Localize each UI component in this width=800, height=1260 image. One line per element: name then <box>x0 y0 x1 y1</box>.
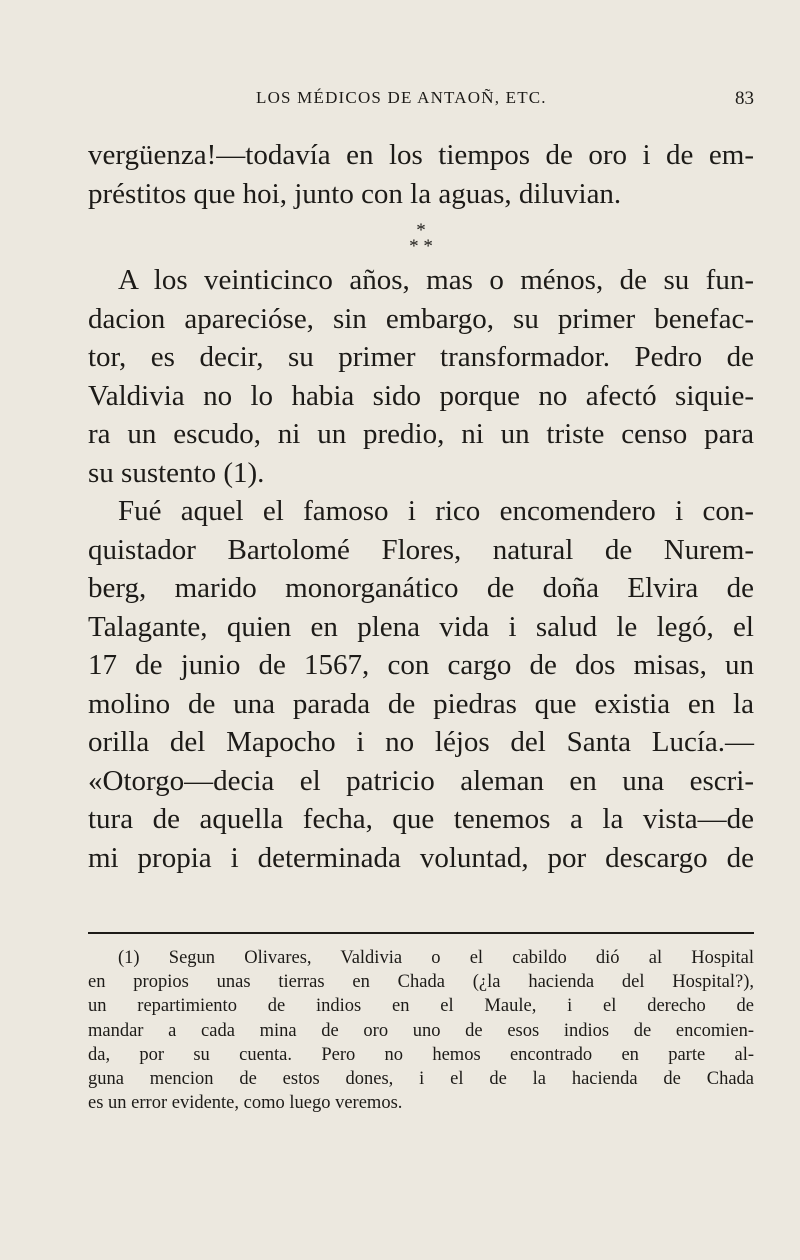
text-line: préstitos que hoi, junto con la aguas, diluvian. <box>88 177 622 210</box>
text-line: Fué aquel el famoso i rico encomendero i con- <box>118 495 754 527</box>
text-line: mi propia i determinada voluntad, por descargo de <box>88 841 754 874</box>
text-line: vergüenza!—todavía en los tiempos de oro i de em- <box>88 139 754 171</box>
text-line: ra un escudo, ni un predio, ni un triste censo para <box>88 418 754 450</box>
text-line: su sustento (1). <box>88 456 265 489</box>
text-line: tor, es decir, su primer transformador. Pedro de <box>88 341 754 373</box>
text-line: A los veinticinco años, mas o ménos, de su fun- <box>118 264 754 296</box>
running-title: LOS MÉDICOS DE ANTAOÑ, ETC. <box>256 88 547 107</box>
page-header <box>88 88 754 116</box>
text-line: tura de aquella fecha, que tenemos a la vista—de <box>88 803 754 835</box>
footnote-line: es un error evidente, como luego veremos. <box>88 1093 403 1114</box>
text-line: Valdivia no lo habia sido porque no afectó siquie- <box>88 379 754 412</box>
text-line: orilla del Mapocho i no léjos del Santa Lucía.— <box>88 726 754 758</box>
main-text <box>88 136 754 877</box>
text-line: quistador Bartolomé Flores, natural de Nurem- <box>88 533 754 566</box>
text-line: dacion aparecióse, sin embargo, su primer benefac- <box>88 302 754 335</box>
text-line: Talagante, quien en plena vida i salud le legó, el <box>88 610 754 643</box>
footnote-rule <box>88 932 754 934</box>
footnote-line: guna mencion de estos dones, i el de la hacienda de Chada <box>88 1069 754 1090</box>
asterism-bottom: * * <box>409 236 433 257</box>
text-line: 17 de junio de 1567, con cargo de dos misas, un <box>88 649 754 681</box>
footnote-line: da, por su cuenta. Pero no hemos encontrado en parte al- <box>88 1044 754 1065</box>
footnote-line: en propios unas tierras en Chada (¿la hacienda del Hospital?), <box>88 972 754 993</box>
footnote-line: mandar a cada mina de oro uno de esos indios de encomien- <box>88 1020 754 1041</box>
section-asterism <box>88 213 754 261</box>
footnote <box>88 946 754 1115</box>
text-line: molino de una parada de piedras que existia en la <box>88 687 754 720</box>
page-number: 83 <box>735 88 754 109</box>
footnote-line: (1) Segun Olivares, Valdivia o el cabildo dió al Hospital <box>118 948 754 968</box>
asterism-top: * <box>416 220 426 241</box>
text-line: berg, marido monorganático de doña Elvira de <box>88 572 754 604</box>
text-line: «Otorgo—decia el patricio aleman en una escri- <box>88 764 754 797</box>
footnote-line: un repartimiento de indios en el Maule, i el derecho de <box>88 996 754 1017</box>
